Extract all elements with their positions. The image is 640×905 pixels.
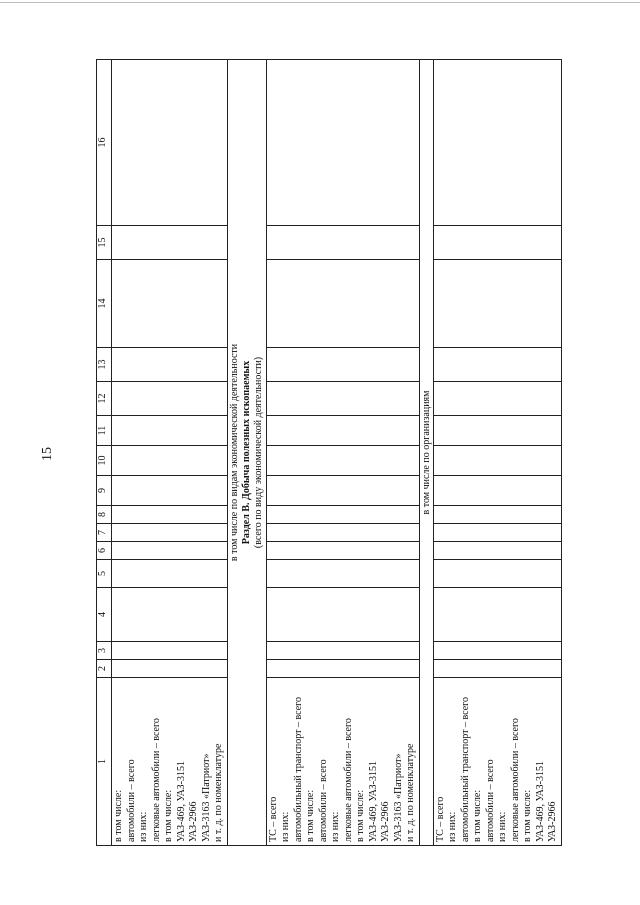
label-line: УАЗ-469, УАЗ-3151 xyxy=(175,761,187,842)
label-line: из них: xyxy=(138,811,149,842)
section-title: Раздел В. Добыча полезных ископаемых xyxy=(240,360,252,545)
section-row xyxy=(227,60,266,846)
col-header: 11 xyxy=(97,416,112,446)
label-line: легковые автомобили – всего xyxy=(342,718,354,842)
label-line: из них: xyxy=(447,811,458,842)
label-line: из них: xyxy=(497,811,508,842)
rotated-table-wrapper xyxy=(96,60,558,846)
col-header: 7 xyxy=(97,524,112,542)
label-line: и т. д. по номенклатуре xyxy=(405,743,416,842)
col-header: 8 xyxy=(97,506,112,524)
col-header: 5 xyxy=(97,560,112,588)
label-line: в том числе: xyxy=(113,789,124,842)
label-line: автомобильный транспорт – всего xyxy=(459,696,471,842)
row-label-cell xyxy=(112,678,228,846)
col-header: 12 xyxy=(97,382,112,416)
org-section-row xyxy=(419,60,433,846)
label-line: УАЗ-469, УАЗ-3151 xyxy=(367,761,379,842)
label-line: автомобильный транспорт – всего xyxy=(292,696,304,842)
label-line: автомобили – всего xyxy=(484,759,496,842)
label-line: автомобили – всего xyxy=(317,759,329,842)
label-line: ТС – всего xyxy=(267,796,279,842)
label-line: из них: xyxy=(330,811,341,842)
statistics-table xyxy=(96,59,562,846)
col-header: 6 xyxy=(97,542,112,560)
table-row xyxy=(433,60,561,846)
label-line: и т. д. по номенклатуре xyxy=(213,743,224,842)
section-heading xyxy=(227,60,266,846)
col-header: 15 xyxy=(97,226,112,260)
col-header: 13 xyxy=(97,348,112,382)
table-row xyxy=(112,60,228,846)
table-row xyxy=(266,60,419,846)
label-line: ТС – всего xyxy=(434,796,446,842)
col-header: 3 xyxy=(97,642,112,660)
col-header: 1 xyxy=(97,678,112,846)
label-line: УАЗ-469, УАЗ-3151 xyxy=(534,761,546,842)
label-line: легковые автомобили – всего xyxy=(509,718,521,842)
row-label-cell xyxy=(266,678,419,846)
label-line: в том числе: xyxy=(355,789,366,842)
label-line: из них: xyxy=(280,811,291,842)
org-section-heading: в том числе по организациям xyxy=(419,60,433,846)
col-header: 4 xyxy=(97,588,112,642)
col-header: 14 xyxy=(97,260,112,348)
label-line: в том числе: xyxy=(522,789,533,842)
label-line: легковые автомобили – всего xyxy=(150,718,162,842)
label-line: УАЗ-2966 xyxy=(188,801,199,842)
label-line: автомобили – всего xyxy=(125,759,137,842)
label-line: в том числе: xyxy=(163,789,174,842)
label-line: в том числе: xyxy=(472,789,483,842)
label-line: в том числе: xyxy=(305,789,316,842)
label-line: УАЗ-3163 «Патриот» xyxy=(392,753,404,842)
label-line: УАЗ-2966 xyxy=(380,801,391,842)
row-label-cell xyxy=(433,678,561,846)
section-subtitle: (всего по виду экономической деятельности) xyxy=(252,356,264,549)
label-line: УАЗ-2966 xyxy=(547,801,558,842)
page-number: 15 xyxy=(40,447,55,461)
col-header: 10 xyxy=(97,446,112,476)
section-line: в том числе по видам экономической деятельности xyxy=(228,343,240,562)
column-number-row xyxy=(97,60,112,846)
col-header: 9 xyxy=(97,476,112,506)
col-header: 16 xyxy=(97,60,112,226)
col-header: 2 xyxy=(97,660,112,678)
label-line: УАЗ-3163 «Патриот» xyxy=(200,753,212,842)
